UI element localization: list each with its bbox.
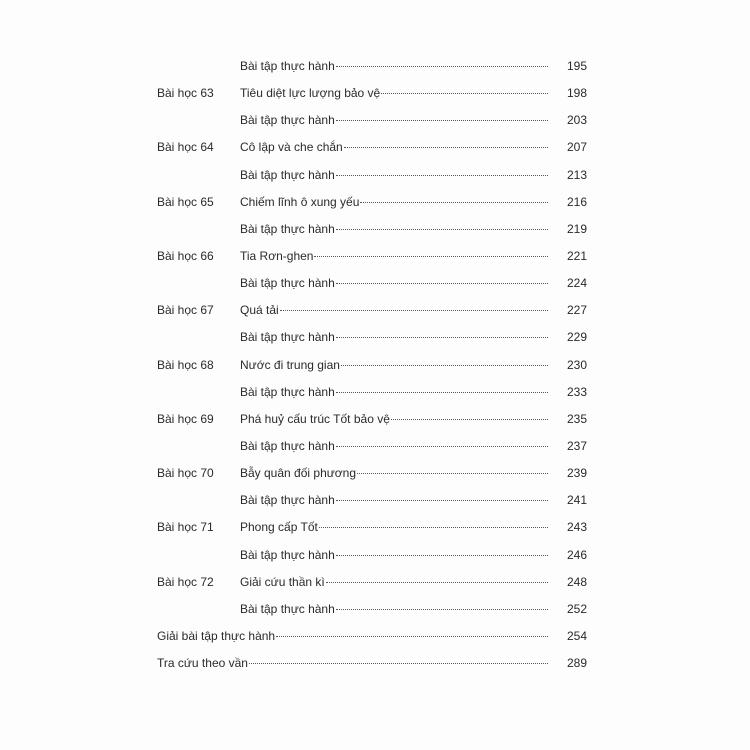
entry-title: Giải bài tập thực hành — [157, 628, 276, 643]
dot-leader — [336, 66, 548, 67]
toc-entry — [240, 379, 560, 406]
page-number: 227 — [566, 303, 587, 318]
toc-row — [0, 297, 750, 324]
page-number: 241 — [566, 493, 587, 508]
table-of-contents — [0, 53, 750, 677]
page-number: 216 — [566, 194, 587, 209]
dot-leader — [249, 663, 548, 664]
toc-row — [0, 487, 750, 514]
toc-entry — [240, 216, 560, 243]
dot-leader — [336, 609, 548, 610]
dot-leader — [326, 582, 548, 583]
toc-entry — [240, 189, 560, 216]
toc-row — [0, 542, 750, 569]
toc-entry — [240, 542, 560, 569]
page-number: 239 — [566, 466, 587, 481]
toc-row — [0, 324, 750, 351]
page-number: 224 — [566, 276, 587, 291]
page-number: 229 — [566, 330, 587, 345]
dot-leader — [336, 229, 548, 230]
page-number: 248 — [566, 574, 587, 589]
entry-title: Bẫy quân đối phương — [240, 466, 356, 481]
lesson-label: Bài học 64 — [157, 140, 214, 155]
lesson-label: Bài học 66 — [157, 248, 214, 263]
toc-row — [0, 569, 750, 596]
toc-entry — [240, 324, 560, 351]
dot-leader — [336, 283, 548, 284]
entry-title: Cô lập và che chắn — [240, 140, 343, 155]
page-number: 221 — [566, 248, 587, 263]
page-number: 207 — [566, 140, 587, 155]
page-number: 213 — [566, 167, 587, 182]
toc-row — [0, 514, 750, 541]
toc-row — [0, 650, 750, 677]
entry-title: Quá tải — [240, 303, 279, 318]
toc-entry — [240, 243, 560, 270]
toc-entry — [240, 514, 560, 541]
toc-row — [0, 80, 750, 107]
lesson-label: Bài học 72 — [157, 574, 214, 589]
dot-leader — [360, 202, 548, 203]
page-number: 195 — [566, 59, 587, 73]
dot-leader — [276, 636, 548, 637]
entry-title: Bài tập thực hành — [240, 384, 335, 399]
toc-entry — [240, 352, 560, 379]
dot-leader — [336, 500, 548, 501]
entry-title: Phong cấp Tốt — [240, 520, 318, 535]
dot-leader — [336, 175, 548, 176]
toc-row — [0, 189, 750, 216]
dot-leader — [341, 365, 548, 366]
dot-leader — [344, 147, 548, 148]
toc-entry — [240, 569, 560, 596]
page-number: 198 — [566, 86, 587, 101]
dot-leader — [336, 337, 548, 338]
entry-title: Nước đi trung gian — [240, 357, 340, 372]
toc-row — [0, 433, 750, 460]
entry-title: Bài tập thực hành — [240, 276, 335, 291]
entry-title: Bài tập thực hành — [240, 601, 335, 616]
page-number: 252 — [566, 601, 587, 616]
page-number: 230 — [566, 357, 587, 372]
dot-leader — [391, 419, 548, 420]
toc-row — [0, 53, 750, 80]
toc-entry — [240, 270, 560, 297]
toc-row — [0, 460, 750, 487]
toc-row — [0, 270, 750, 297]
toc-row — [0, 406, 750, 433]
toc-entry — [240, 433, 560, 460]
lesson-label: Bài học 67 — [157, 303, 214, 318]
toc-entry — [240, 297, 560, 324]
dot-leader — [381, 93, 548, 94]
entry-title: Bài tập thực hành — [240, 221, 335, 236]
toc-row — [0, 216, 750, 243]
toc-entry — [240, 80, 560, 107]
page-number: 254 — [566, 628, 587, 643]
toc-row — [0, 379, 750, 406]
toc-entry — [240, 162, 560, 189]
toc-row — [0, 352, 750, 379]
lesson-label: Bài học 63 — [157, 86, 214, 101]
entry-title: Giải cứu thần kì — [240, 574, 325, 589]
dot-leader — [336, 446, 548, 447]
lesson-label: Bài học 69 — [157, 411, 214, 426]
entry-title: Bài tập thực hành — [240, 330, 335, 345]
entry-title: Tra cứu theo vần — [157, 656, 248, 671]
entry-title: Bài tập thực hành — [240, 167, 335, 182]
entry-title: Phá huỷ cấu trúc Tốt bảo vệ — [240, 411, 390, 426]
entry-title: Bài tập thực hành — [240, 547, 335, 562]
toc-entry — [157, 650, 560, 677]
dot-leader — [314, 256, 548, 257]
page-number: 233 — [566, 384, 587, 399]
toc-entry — [240, 107, 560, 134]
page-number: 237 — [566, 438, 587, 453]
page-number: 289 — [566, 656, 587, 671]
dot-leader — [336, 392, 548, 393]
dot-leader — [280, 310, 548, 311]
toc-entry — [240, 53, 560, 80]
toc-entry — [240, 406, 560, 433]
toc-row — [0, 162, 750, 189]
entry-title: Bài tập thực hành — [240, 493, 335, 508]
dot-leader — [319, 527, 548, 528]
toc-entry — [240, 460, 560, 487]
toc-entry — [240, 487, 560, 514]
toc-entry — [240, 134, 560, 161]
toc-entry — [157, 623, 560, 650]
toc-row — [0, 243, 750, 270]
toc-row — [0, 596, 750, 623]
lesson-label: Bài học 71 — [157, 520, 214, 535]
page-number: 246 — [566, 547, 587, 562]
lesson-label: Bài học 68 — [157, 357, 214, 372]
entry-title: Tiêu diệt lực lượng bảo vệ — [240, 86, 381, 101]
dot-leader — [336, 555, 548, 556]
toc-row — [0, 623, 750, 650]
entry-title: Bài tập thực hành — [240, 59, 335, 73]
dot-leader — [357, 473, 548, 474]
page-number: 243 — [566, 520, 587, 535]
page-number: 219 — [566, 221, 587, 236]
page-number: 203 — [566, 113, 587, 128]
entry-title: Chiếm lĩnh ô xung yếu — [240, 194, 360, 209]
entry-title: Bài tập thực hành — [240, 113, 335, 128]
lesson-label: Bài học 65 — [157, 194, 214, 209]
lesson-label: Bài học 70 — [157, 466, 214, 481]
toc-entry — [240, 596, 560, 623]
toc-row — [0, 107, 750, 134]
toc-row — [0, 134, 750, 161]
page-number: 235 — [566, 411, 587, 426]
entry-title: Tia Rơn-ghen — [240, 248, 314, 263]
dot-leader — [336, 120, 548, 121]
entry-title: Bài tập thực hành — [240, 438, 335, 453]
